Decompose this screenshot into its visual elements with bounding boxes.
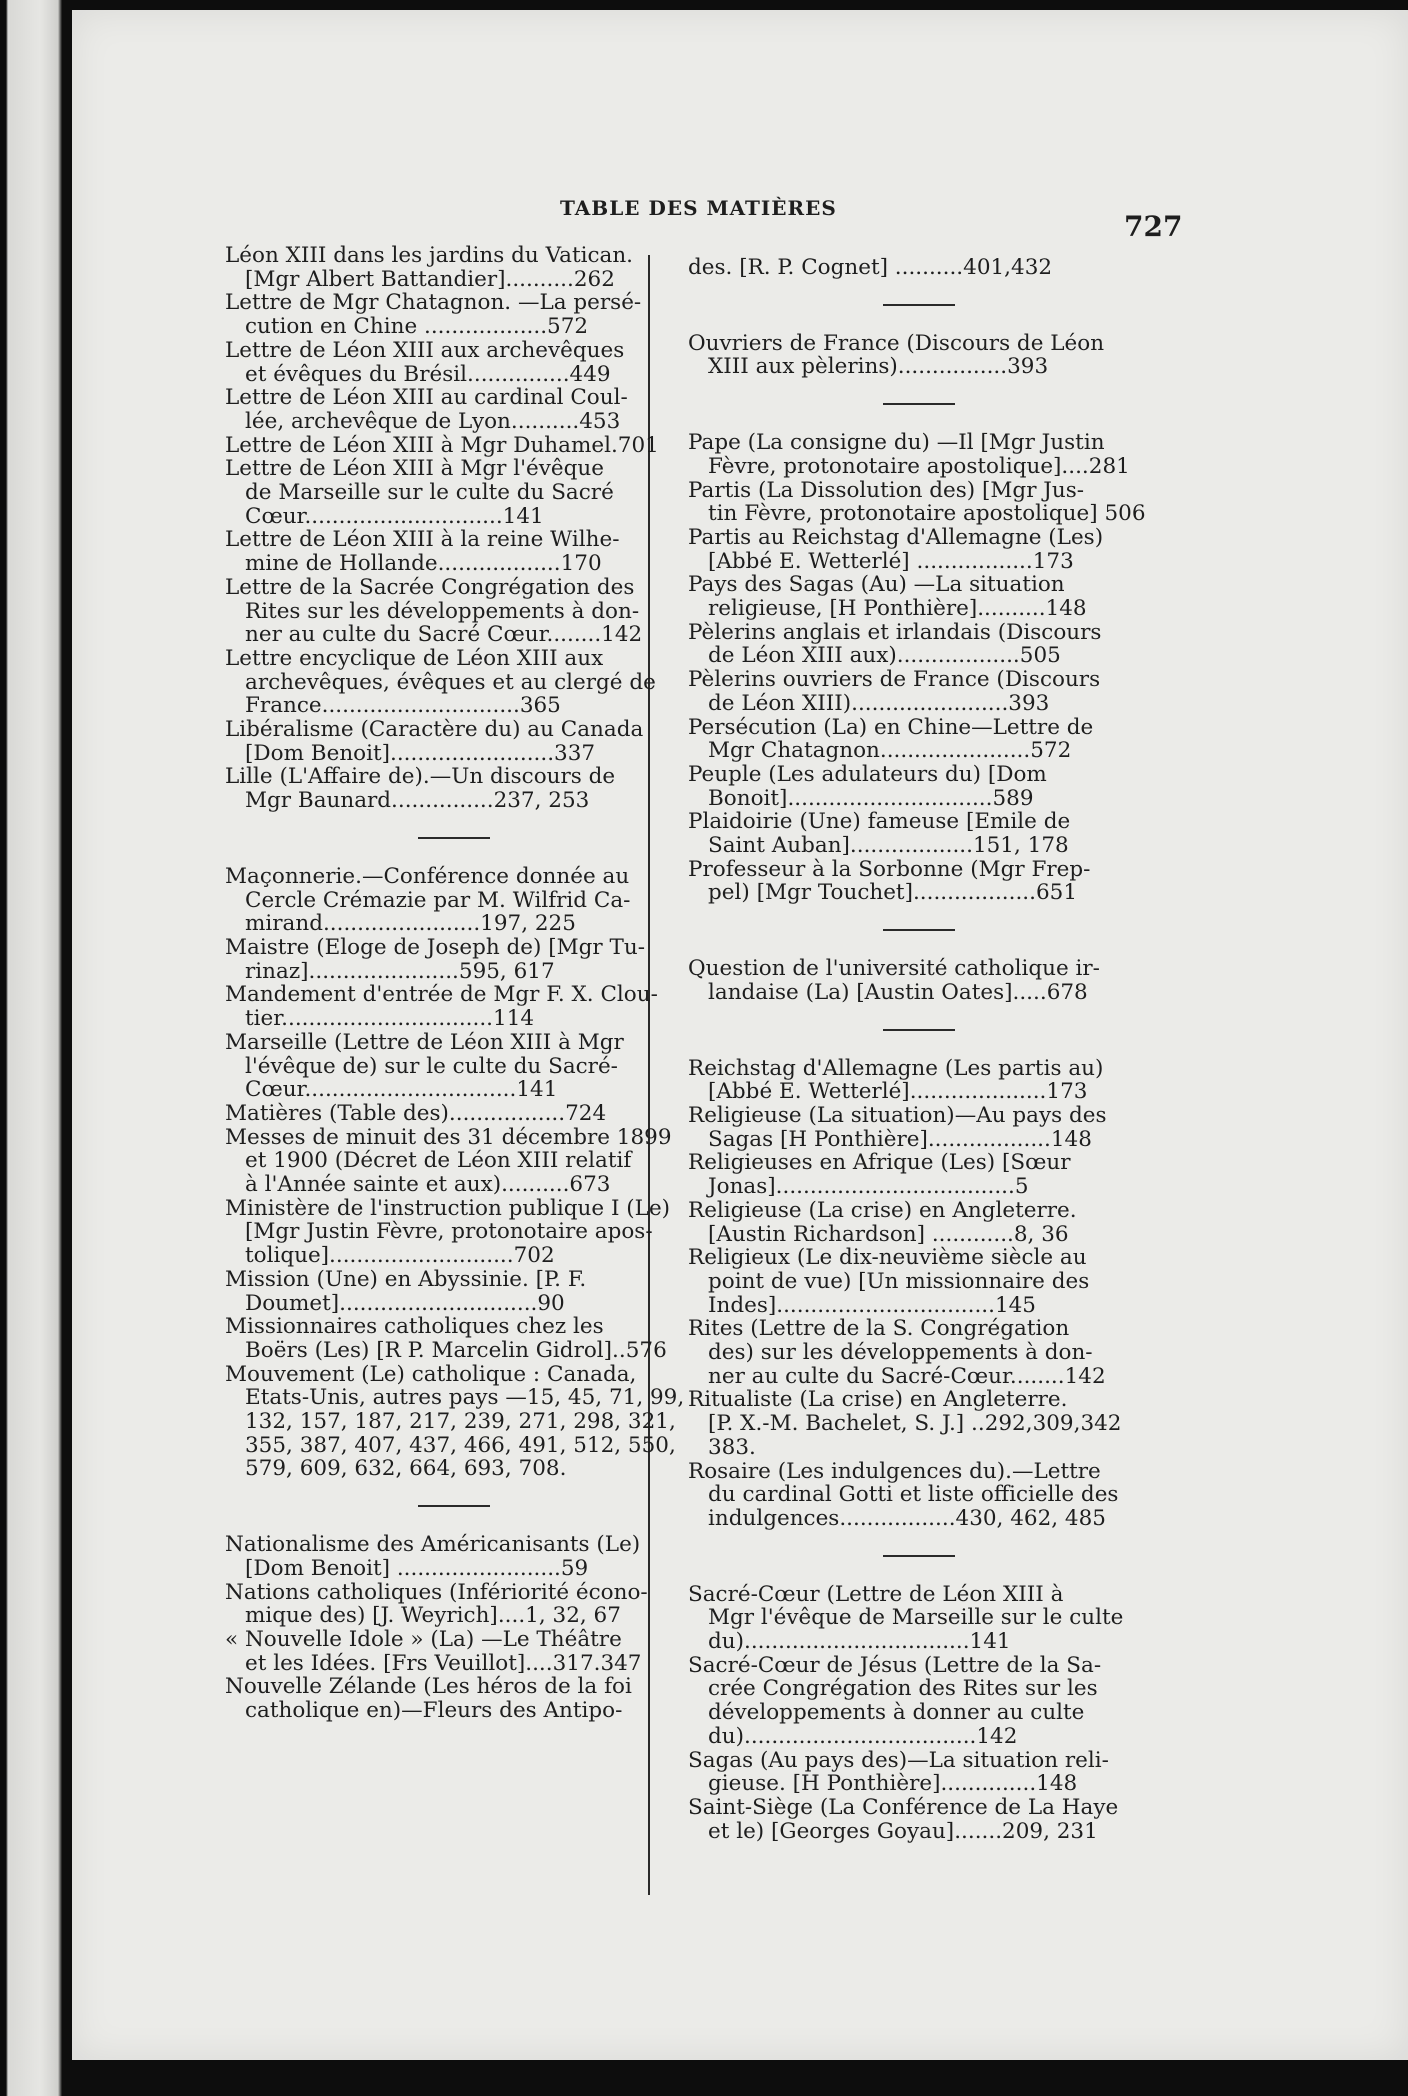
entry-heading-line: Religieuses en Afrique (Les) [Sœur bbox=[688, 1150, 1071, 1176]
index-entry bbox=[225, 1268, 683, 1315]
entry-heading-line: « Nouvelle Idole » (La) —Le Théâtre bbox=[225, 1626, 622, 1652]
entry-continuation-line: [Mgr Justin Fèvre, protonotaire apos- bbox=[245, 1219, 653, 1245]
entry-continuation-line: tin Fèvre, protonotaire apostolique] 506 bbox=[708, 501, 1146, 527]
entry-continuation-line: mine de Hollande..................170 bbox=[245, 551, 602, 577]
entry-continuation-line: Doumet].............................90 bbox=[245, 1290, 565, 1316]
entry-heading-line: Maçonnerie.—Conférence donnée au bbox=[225, 863, 630, 889]
entry-continuation-line: tolique]...........................702 bbox=[245, 1243, 555, 1269]
entry-continuation-line: [Abbé E. Wetterlé] .................173 bbox=[708, 548, 1074, 574]
index-entry bbox=[688, 1460, 1150, 1531]
index-entry bbox=[225, 865, 683, 936]
index-entry bbox=[688, 810, 1150, 857]
index-entry bbox=[688, 957, 1150, 1004]
index-entry bbox=[688, 526, 1150, 573]
index-entry bbox=[688, 621, 1150, 668]
entry-heading-line: Pape (La consigne du) —Il [Mgr Justin bbox=[688, 430, 1105, 456]
entry-continuation-line: Bonoit]..............................589 bbox=[708, 785, 1034, 811]
index-entry bbox=[688, 1388, 1150, 1459]
entry-continuation-line: [Mgr Albert Battandier]..........262 bbox=[245, 266, 615, 292]
entry-continuation-line: France.............................365 bbox=[245, 693, 561, 719]
entry-heading-line: Question de l'université catholique ir- bbox=[688, 956, 1100, 982]
entry-continuation-line: Mgr Baunard...............237, 253 bbox=[245, 788, 590, 814]
index-entry bbox=[688, 573, 1150, 620]
entry-heading-line: Libéralisme (Caractère du) au Canada bbox=[225, 717, 644, 743]
left-column bbox=[225, 244, 683, 1723]
entry-continuation-line: landaise (La) [Austin Oates].....678 bbox=[708, 979, 1088, 1005]
entry-continuation-line: pel) [Mgr Touchet]..................651 bbox=[708, 880, 1078, 906]
index-entry bbox=[688, 479, 1150, 526]
entry-continuation-line: des) sur les développements à don- bbox=[708, 1340, 1093, 1366]
entry-continuation-line: développements à donner au culte bbox=[708, 1700, 1085, 1726]
entry-continuation-line: catholique en)—Fleurs des Antipo- bbox=[245, 1698, 623, 1724]
entry-heading-line: Persécution (La) en Chine—Lettre de bbox=[688, 714, 1094, 740]
section-rule-line bbox=[883, 929, 955, 931]
entry-continuation-line: gieuse. [H Ponthière]..............148 bbox=[708, 1771, 1078, 1797]
index-entry bbox=[225, 718, 683, 765]
entry-continuation-line: crée Congrégation des Rites sur les bbox=[708, 1676, 1098, 1702]
entry-heading-line: Saint-Siège (La Conférence de La Haye bbox=[688, 1794, 1119, 1820]
index-entry bbox=[225, 1102, 683, 1126]
index-entry bbox=[688, 716, 1150, 763]
entry-heading-line: Lettre de Léon XIII à la reine Wilhe- bbox=[225, 527, 620, 553]
section-rule bbox=[688, 379, 1150, 431]
index-entry bbox=[688, 332, 1150, 379]
entry-continuation-line: [Abbé E. Wetterlé]....................173 bbox=[708, 1079, 1088, 1105]
index-entry bbox=[688, 1151, 1150, 1198]
entry-heading-line: Lille (L'Affaire de).—Un discours de bbox=[225, 764, 616, 790]
index-entry bbox=[688, 668, 1150, 715]
index-entry bbox=[688, 256, 1150, 280]
section-rule-line bbox=[418, 837, 490, 839]
entry-heading-line: Pèlerins ouvriers de France (Discours bbox=[688, 667, 1101, 693]
entry-heading-line: Lettre de la Sacrée Congrégation des bbox=[225, 574, 635, 600]
entry-heading-line: Ritualiste (La crise) en Angleterre. bbox=[688, 1387, 1068, 1413]
entry-heading-line: Pèlerins anglais et irlandais (Discours bbox=[688, 619, 1102, 645]
scan-left-margin bbox=[0, 0, 62, 2096]
entry-continuation-line: de Marseille sur le culte du Sacré bbox=[245, 480, 614, 506]
entry-continuation-line: du cardinal Gotti et liste officielle des bbox=[708, 1482, 1119, 1508]
entry-heading-line: Religieuse (La crise) en Angleterre. bbox=[688, 1197, 1077, 1223]
entry-continuation-line: et les Idées. [Frs Veuillot]....317.347 bbox=[245, 1650, 642, 1676]
entry-heading-line: Lettre de Léon XIII au cardinal Coul- bbox=[225, 385, 628, 411]
index-entry bbox=[688, 1317, 1150, 1388]
index-entry bbox=[225, 244, 683, 291]
index-entry bbox=[688, 1246, 1150, 1317]
entry-continuation-line: mique des) [J. Weyrich]....1, 32, 67 bbox=[245, 1603, 621, 1629]
entry-heading-line: Rites (Lettre de la S. Congrégation bbox=[688, 1316, 1070, 1342]
section-rule-line bbox=[883, 304, 955, 306]
entry-heading-line: Pays des Sagas (Au) —La situation bbox=[688, 572, 1065, 598]
entry-heading-line: Léon XIII dans les jardins du Vatican. bbox=[225, 243, 633, 268]
right-column bbox=[688, 256, 1150, 1843]
entry-continuation-line: et le) [Georges Goyau].......209, 231 bbox=[708, 1818, 1098, 1844]
section-rule-line bbox=[883, 1029, 955, 1031]
entry-continuation-line: archevêques, évêques et au clergé de bbox=[245, 669, 656, 695]
entry-heading-line: Peuple (Les adulateurs du) [Dom bbox=[688, 761, 1047, 787]
entry-heading-line: Plaidoirie (Une) fameuse [Emile de bbox=[688, 809, 1071, 835]
entry-heading-line: Nouvelle Zélande (Les héros de la foi bbox=[225, 1674, 632, 1700]
index-entry bbox=[688, 1749, 1150, 1796]
entry-continuation-line: religieuse, [H Ponthière]..........148 bbox=[708, 596, 1087, 622]
index-entry bbox=[688, 431, 1150, 478]
index-entry bbox=[225, 983, 683, 1030]
index-entry bbox=[688, 763, 1150, 810]
entry-continuation-line: l'évêque de) sur le culte du Sacré- bbox=[245, 1053, 618, 1079]
page-header-title: TABLE DES MATIÈRES bbox=[560, 196, 837, 220]
entry-continuation-line: Indes]................................145 bbox=[708, 1292, 1036, 1318]
index-entry bbox=[225, 386, 683, 433]
index-entry bbox=[225, 765, 683, 812]
entry-heading-line: Missionnaires catholiques chez les bbox=[225, 1314, 604, 1340]
entry-continuation-line: indulgences.................430, 462, 485 bbox=[708, 1505, 1106, 1531]
entry-continuation-line: rinaz]......................595, 617 bbox=[245, 958, 555, 984]
entry-continuation-line: cution en Chine ..................572 bbox=[245, 314, 589, 340]
entry-heading-line: Maistre (Eloge de Joseph de) [Mgr Tu- bbox=[225, 934, 645, 960]
index-entry bbox=[225, 434, 683, 458]
entry-continuation-line: à l'Année sainte et aux)..........673 bbox=[245, 1172, 611, 1198]
entry-heading-line: Professeur à la Sorbonne (Mgr Frep- bbox=[688, 856, 1091, 882]
index-entry bbox=[225, 1581, 683, 1628]
entry-heading-line: Lettre encyclique de Léon XIII aux bbox=[225, 645, 604, 671]
entry-heading-line: Mission (Une) en Abyssinie. [P. F. bbox=[225, 1266, 587, 1292]
entry-continuation-line: Saint Auban]..................151, 178 bbox=[708, 833, 1069, 859]
section-rule bbox=[688, 905, 1150, 957]
entry-continuation-line: mirand.......................197, 225 bbox=[245, 911, 576, 937]
index-entry bbox=[225, 1315, 683, 1362]
entry-heading-line: Religieux (Le dix-neuvième siècle au bbox=[688, 1245, 1087, 1271]
entry-continuation-line: du).................................141 bbox=[708, 1629, 1011, 1655]
entry-continuation-line: Etats-Unis, autres pays —15, 45, 71, 99, bbox=[245, 1385, 685, 1411]
entry-continuation-line: Sagas [H Ponthière]..................148 bbox=[708, 1126, 1092, 1152]
entry-heading-line: des. [R. P. Cognet] ..........401,432 bbox=[688, 255, 1053, 280]
entry-continuation-line: 355, 387, 407, 437, 466, 491, 512, 550, bbox=[245, 1432, 676, 1458]
entry-heading-line: Partis au Reichstag d'Allemagne (Les) bbox=[688, 524, 1104, 550]
index-entry bbox=[225, 1533, 683, 1580]
index-entry bbox=[225, 1126, 683, 1197]
entry-heading-line: Nationalisme des Américanisants (Le) bbox=[225, 1532, 641, 1558]
entry-continuation-line: du)..................................142 bbox=[708, 1723, 1018, 1749]
index-entry bbox=[225, 936, 683, 983]
entry-heading-line: Mouvement (Le) catholique : Canada, bbox=[225, 1361, 637, 1387]
index-entry bbox=[688, 1057, 1150, 1104]
section-rule bbox=[225, 1481, 683, 1533]
entry-continuation-line: Fèvre, protonotaire apostolique]....281 bbox=[708, 453, 1130, 479]
page-number: 727 bbox=[1124, 210, 1183, 243]
index-entry bbox=[225, 1031, 683, 1102]
entry-continuation-line: point de vue) [Un missionnaire des bbox=[708, 1268, 1090, 1294]
entry-continuation-line: de Léon XIII aux)..................505 bbox=[708, 643, 1061, 669]
entry-continuation-line: de Léon XIII).......................393 bbox=[708, 690, 1050, 716]
entry-heading-line: Lettre de Léon XIII à Mgr Duhamel.701 bbox=[225, 432, 659, 458]
index-entry bbox=[688, 1654, 1150, 1749]
entry-continuation-line: Jonas]...................................5 bbox=[708, 1174, 1029, 1200]
entry-heading-line: Matières (Table des).................724 bbox=[225, 1100, 607, 1126]
index-entry bbox=[225, 528, 683, 575]
entry-heading-line: Sacré-Cœur (Lettre de Léon XIII à bbox=[688, 1581, 1064, 1607]
section-rule bbox=[688, 280, 1150, 332]
entry-continuation-line: et 1900 (Décret de Léon XIII relatif bbox=[245, 1148, 632, 1174]
index-entry bbox=[688, 1796, 1150, 1843]
entry-heading-line: Ministère de l'instruction publique I (Le) bbox=[225, 1195, 671, 1221]
entry-continuation-line: Cercle Crémazie par M. Wilfrid Ca- bbox=[245, 887, 631, 913]
index-entry bbox=[225, 1675, 683, 1722]
entry-continuation-line: Mgr l'évêque de Marseille sur le culte bbox=[708, 1605, 1124, 1631]
entry-continuation-line: ner au culte du Sacré Cœur........142 bbox=[245, 622, 643, 648]
index-entry bbox=[225, 291, 683, 338]
entry-heading-line: Sagas (Au pays des)—La situation reli- bbox=[688, 1747, 1109, 1773]
section-rule-line bbox=[418, 1505, 490, 1507]
section-rule bbox=[688, 1531, 1150, 1583]
entry-heading-line: Messes de minuit des 31 décembre 1899 bbox=[225, 1124, 672, 1150]
entry-continuation-line: Rites sur les développements à don- bbox=[245, 598, 640, 624]
entry-continuation-line: [P. X.-M. Bachelet, S. J.] ..292,309,342 bbox=[708, 1411, 1122, 1437]
entry-heading-line: Rosaire (Les indulgences du).—Lettre bbox=[688, 1458, 1101, 1484]
entry-continuation-line: XIII aux pèlerins)................393 bbox=[708, 354, 1049, 380]
entry-continuation-line: et évêques du Brésil...............449 bbox=[245, 361, 611, 387]
entry-continuation-line: ner au culte du Sacré-Cœur........142 bbox=[708, 1363, 1106, 1389]
index-entry bbox=[688, 1583, 1150, 1654]
index-entry bbox=[688, 1104, 1150, 1151]
index-entry bbox=[688, 1199, 1150, 1246]
entry-heading-line: Lettre de Mgr Chatagnon. —La persé- bbox=[225, 290, 642, 316]
index-entry bbox=[225, 1628, 683, 1675]
entry-heading-line: Religieuse (La situation)—Au pays des bbox=[688, 1102, 1107, 1128]
entry-heading-line: Marseille (Lettre de Léon XIII à Mgr bbox=[225, 1029, 624, 1055]
entry-continuation-line: Cœur.............................141 bbox=[245, 503, 544, 529]
index-entry bbox=[225, 647, 683, 718]
entry-continuation-line: Cœur...............................141 bbox=[245, 1077, 558, 1103]
index-entry bbox=[225, 1197, 683, 1268]
entry-continuation-line: 579, 609, 632, 664, 693, 708. bbox=[245, 1456, 567, 1482]
entry-continuation-line: [Dom Benoit]........................337 bbox=[245, 740, 596, 766]
entry-heading-line: Lettre de Léon XIII aux archevêques bbox=[225, 337, 625, 363]
index-entry bbox=[225, 1363, 683, 1482]
section-rule bbox=[688, 1005, 1150, 1057]
index-entry bbox=[688, 858, 1150, 905]
section-rule bbox=[225, 813, 683, 865]
entry-heading-line: Sacré-Cœur de Jésus (Lettre de la Sa- bbox=[688, 1652, 1102, 1678]
index-entry bbox=[225, 339, 683, 386]
entry-continuation-line: 383. bbox=[708, 1434, 756, 1460]
entry-heading-line: Nations catholiques (Infériorité écono- bbox=[225, 1579, 648, 1605]
entry-heading-line: Ouvriers de France (Discours de Léon bbox=[688, 330, 1105, 356]
entry-continuation-line: Mgr Chatagnon......................572 bbox=[708, 738, 1072, 764]
entry-continuation-line: Boërs (Les) [R P. Marcelin Gidrol]..576 bbox=[245, 1337, 667, 1363]
entry-continuation-line: tier...............................114 bbox=[245, 1006, 535, 1032]
section-rule-line bbox=[883, 1555, 955, 1557]
entry-heading-line: Mandement d'entrée de Mgr F. X. Clou- bbox=[225, 982, 658, 1008]
entry-continuation-line: [Austin Richardson] ............8, 36 bbox=[708, 1221, 1069, 1247]
section-rule-line bbox=[883, 403, 955, 405]
entry-heading-line: Lettre de Léon XIII à Mgr l'évêque bbox=[225, 456, 604, 482]
index-entry bbox=[225, 576, 683, 647]
entry-heading-line: Partis (La Dissolution des) [Mgr Jus- bbox=[688, 477, 1085, 503]
index-entry bbox=[225, 457, 683, 528]
entry-continuation-line: [Dom Benoit] ........................59 bbox=[245, 1555, 589, 1581]
entry-continuation-line: lée, archevêque de Lyon..........453 bbox=[245, 408, 621, 434]
entry-heading-line: Reichstag d'Allemagne (Les partis au) bbox=[688, 1055, 1104, 1081]
entry-continuation-line: 132, 157, 187, 217, 239, 271, 298, 321, bbox=[245, 1409, 676, 1435]
